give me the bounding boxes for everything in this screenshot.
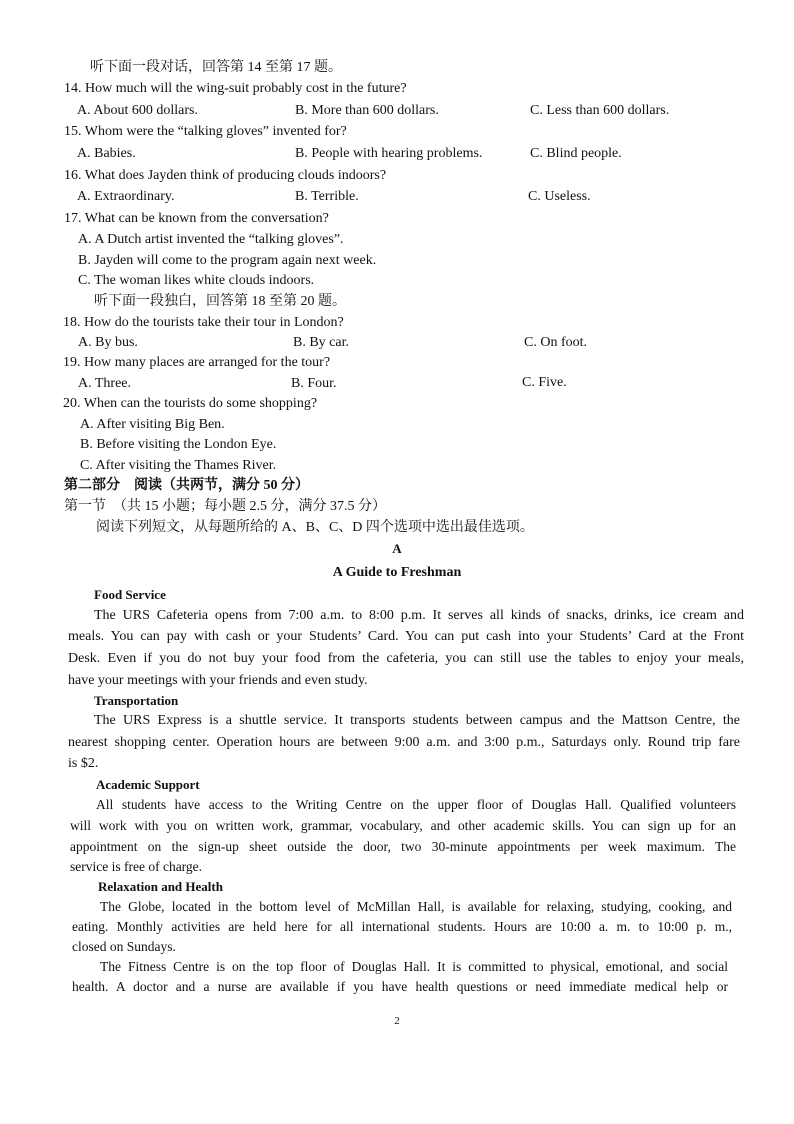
option-17a: A. A Dutch artist invented the “talking gloves”. [78,232,344,247]
option-15a: A. Babies. [77,146,136,161]
question-17: 17. What can be known from the conversation? [64,211,329,226]
option-15b: B. People with hearing problems. [295,146,483,161]
option-14c: C. Less than 600 dollars. [530,103,670,118]
reading-part-title: 第二部分 阅读（共两节，满分 50 分） [64,478,309,493]
paragraph-line: have your meetings with your friends and even study. [68,673,368,688]
question-18: 18. How do the tourists take their tour in London? [63,315,344,330]
paragraph-line: Desk. Even if you do not buy your food from the cafeteria, you can still use the tables to enjoy your meals, [68,651,744,666]
paragraph-line: nearest shopping center. Operation hours are between 9:00 a.m. and 3:00 p.m., Saturdays only. Round trip fare [68,735,740,750]
option-16c: C. Useless. [528,189,591,204]
listening-intro-monologue: 听下面一段独白，回答第 18 至第 20 题。 [94,294,346,309]
question-16: 16. What does Jayden think of producing clouds indoors? [64,168,387,183]
option-14a: A. About 600 dollars. [77,103,198,118]
option-17b: B. Jayden will come to the program again next week. [78,253,377,268]
paragraph-line: appointment on the sign-up sheet outside the door, two 30-minute appointments per week maximum. The [70,839,736,854]
section-heading-food: Food Service [94,587,166,602]
passage-title: A Guide to Freshman [332,565,462,580]
page-number: 2 [394,1015,400,1027]
reading-section-title: 第一节 （共 15 小题；每小题 2.5 分，满分 37.5 分） [64,499,386,514]
question-19: 19. How many places are arranged for the tour? [63,355,331,370]
paragraph-line: closed on Sundays. [72,939,176,954]
question-14: 14. How much will the wing-suit probably cost in the future? [64,81,407,96]
option-20a: A. After visiting Big Ben. [80,417,225,432]
paragraph-line: The URS Express is a shuttle service. It transports students between campus and the Mattson Centre, the [94,713,740,728]
passage-label: A [392,541,402,556]
paragraph-line: The Globe, located in the bottom level of McMillan Hall, is available for relaxing, studying, cooking, and [100,899,732,914]
option-19b: B. Four. [291,376,337,391]
option-14b: B. More than 600 dollars. [295,103,439,118]
option-19a: A. Three. [78,376,131,391]
option-16b: B. Terrible. [295,189,359,204]
listening-intro-dialogue: 听下面一段对话，回答第 14 至第 17 题。 [90,60,342,75]
paragraph-line: eating. Monthly activities are held here for all international students. Hours are 10:00 a. m. to 10:00 p. m., [72,919,732,934]
question-15: 15. Whom were the “talking gloves” invented for? [64,124,347,139]
section-heading-transportation: Transportation [94,693,179,708]
paragraph-line: The URS Cafeteria opens from 7:00 a.m. to 8:00 p.m. It serves all kinds of snacks, drinks, ice cream and [94,608,744,623]
paragraph-line: service is free of charge. [70,859,203,874]
paragraph-line: is $2. [68,756,99,771]
paragraph-line: health. A doctor and a nurse are available if you have health questions or need immediate medical help or [72,979,728,994]
option-20c: C. After visiting the Thames River. [80,458,277,473]
option-18a: A. By bus. [78,335,138,350]
option-18c: C. On foot. [524,335,587,350]
option-17c: C. The woman likes white clouds indoors. [78,273,315,288]
option-19c: C. Five. [522,375,567,390]
option-16a: A. Extraordinary. [77,189,175,204]
paragraph-line: The Fitness Centre is on the top floor of Douglas Hall. It is committed to physical, emotional, and social [100,959,728,974]
paragraph-line: All students have access to the Writing Centre on the upper floor of Douglas Hall. Qualified volunteers [96,797,736,812]
question-20: 20. When can the tourists do some shopping? [63,396,318,411]
option-15c: C. Blind people. [530,146,622,161]
section-heading-relaxation: Relaxation and Health [98,879,223,894]
option-20b: B. Before visiting the London Eye. [80,437,277,452]
section-heading-academic: Academic Support [96,777,200,792]
reading-instructions: 阅读下列短文，从每题所给的 A、B、C、D 四个选项中选出最佳选项。 [96,520,534,535]
paragraph-line: will work with you on written work, grammar, vocabulary, and other academic skills. You can sign up for an [70,818,736,833]
paragraph-line: meals. You can pay with cash or your Students’ Card. You can put cash into your Students’ Card at the Front [68,629,744,644]
option-18b: B. By car. [293,335,349,350]
